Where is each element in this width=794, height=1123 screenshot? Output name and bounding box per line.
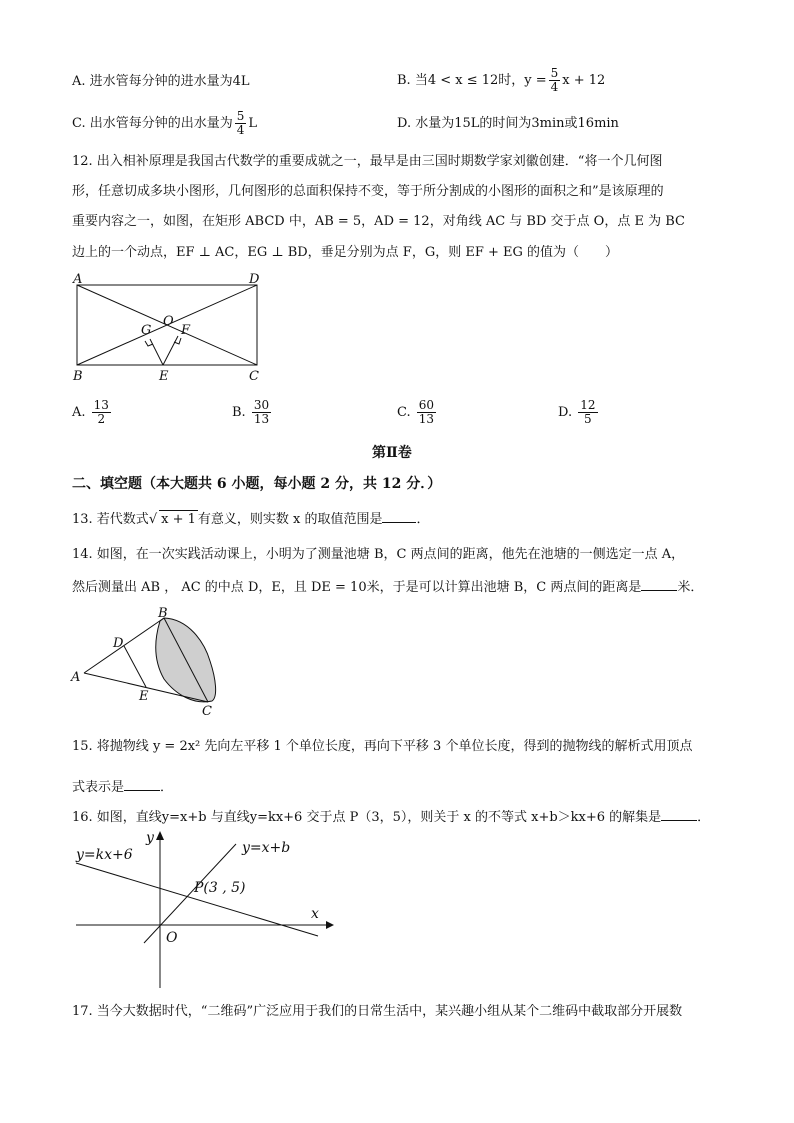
section-heading: 二、填空题（本大题共 6 小题，每小题 2 分，共 12 分．） bbox=[72, 476, 442, 492]
label-o: O bbox=[163, 314, 174, 329]
option-label: B. bbox=[232, 405, 246, 420]
q11-option-c bbox=[72, 109, 257, 139]
label-b: B bbox=[73, 369, 83, 384]
q11-option-b-text: B. 当4 < x ≤ 12时，y = bbox=[397, 73, 547, 88]
label-g: G bbox=[141, 323, 152, 338]
q12-rectangle-figure bbox=[60, 270, 280, 390]
label-origin: O bbox=[166, 930, 178, 946]
q13-line bbox=[72, 509, 430, 529]
q12-line-1: 12. 出入相补原理是我国古代数学的重要成就之一，最早是由三国时期数学家刘徽创建．“将一个几何图 bbox=[72, 154, 663, 169]
q14-answer-blank[interactable] bbox=[641, 577, 677, 591]
q14-text: 然后测量出 AB ， AC 的中点 D，E，且 DE = 10米，于是可以计算出池塘 B，C 两点间的距离是 bbox=[72, 580, 642, 595]
fraction-numerator: 5 bbox=[550, 66, 559, 80]
fraction-denominator: 13 bbox=[418, 412, 435, 426]
fraction-numerator: 5 bbox=[236, 109, 245, 123]
q13-text-2: 有意义，则实数 x 的取值范围是 bbox=[197, 512, 383, 527]
q11-option-d: D. 水量为15L的时间为3min或16min bbox=[397, 116, 619, 131]
label-line-xb: y=x+b bbox=[242, 840, 291, 856]
q12-line-4: 边上的一个动点，EF ⊥ AC，EG ⊥ BD，垂足分别为点 F，G，则 EF + EG 的值为（ ） bbox=[72, 245, 619, 260]
fraction-denominator: 4 bbox=[236, 123, 245, 137]
q16-end: ． bbox=[697, 810, 711, 825]
fraction-denominator: 5 bbox=[584, 412, 592, 426]
volume-title: 第Ⅱ卷 bbox=[372, 445, 412, 461]
y-axis-arrow bbox=[156, 831, 164, 840]
label-point-p: P(3 , 5) bbox=[194, 880, 246, 896]
q12-option-d-fraction bbox=[578, 399, 597, 426]
label-b: B bbox=[158, 606, 168, 621]
q16-text: 16. 如图，直线y=x+b 与直线y=kx+6 交于点 P（3，5），则关于 x 的不等式 x+b＞kx+6 的解集是 bbox=[72, 810, 662, 825]
label-e: E bbox=[139, 689, 149, 704]
q12-option-b-fraction bbox=[252, 399, 271, 426]
segment-eg bbox=[150, 339, 163, 365]
q15-answer-blank[interactable] bbox=[124, 777, 160, 791]
q12-option-d bbox=[558, 395, 600, 431]
fraction-denominator: 13 bbox=[253, 412, 270, 426]
option-label: A. bbox=[72, 405, 86, 420]
fraction-denominator: 2 bbox=[97, 412, 106, 426]
option-label: C. bbox=[397, 405, 411, 420]
label-c: C bbox=[249, 369, 259, 384]
q12-line-2: 形，任意切成多块小图形，几何图形的总面积保持不变，等于所分割成的小图形的面积之和”是该原理的 bbox=[72, 184, 664, 199]
label-a: A bbox=[73, 272, 83, 287]
q11-option-b bbox=[397, 66, 605, 96]
q11-option-c-tail: L bbox=[248, 116, 258, 131]
q12-option-b bbox=[232, 395, 273, 431]
label-line-kx: y=kx+6 bbox=[76, 847, 133, 863]
q15-line-1: 15. 将抛物线 y = 2x² 先向左平移 1 个单位长度，再向下平移 3 个单位长度，得到的抛物线的解析式用顶点 bbox=[72, 739, 693, 754]
q13-text: 13. 若代数式 bbox=[72, 512, 149, 527]
q12-line-3: 重要内容之一，如图，在矩形 ABCD 中，AB = 5，AD = 12，对角线 AC 与 BD 交于点 O，点 E 为 BC bbox=[72, 214, 685, 229]
label-f: F bbox=[181, 323, 191, 338]
q11-option-c-fraction bbox=[235, 110, 247, 137]
q13-answer-blank[interactable] bbox=[382, 509, 416, 523]
q16-graph-figure bbox=[66, 826, 336, 996]
q14-line-1: 14. 如图，在一次实践活动课上，小明为了测量池塘 B，C 两点间的距离，他先在池塘的一侧选定一点 A， bbox=[72, 547, 685, 562]
q14-line-2 bbox=[72, 577, 703, 597]
x-axis-arrow bbox=[326, 921, 334, 929]
q15-end: ． bbox=[160, 780, 174, 795]
q12-option-c-fraction bbox=[417, 399, 436, 426]
fraction-numerator: 13 bbox=[93, 398, 109, 412]
label-a: A bbox=[71, 670, 81, 685]
sqrt-symbol: √ bbox=[148, 512, 158, 527]
label-y: y bbox=[146, 830, 154, 846]
q16-answer-blank[interactable] bbox=[661, 807, 697, 821]
segment-de bbox=[124, 646, 146, 687]
label-d: D bbox=[113, 636, 124, 651]
option-label: D. bbox=[558, 405, 573, 420]
q14-pond-figure bbox=[66, 605, 236, 720]
label-x: x bbox=[311, 906, 319, 922]
q15-line-2 bbox=[72, 777, 173, 797]
q15-text: 式表示是 bbox=[72, 780, 125, 795]
q11-option-b-tail: x + 12 bbox=[562, 73, 606, 88]
label-d: D bbox=[249, 272, 260, 287]
q17-line-1: 17. 当今大数据时代，“二维码”广泛应用于我们的日常生活中，某兴趣小组从某个二维码中截取部分开展数 bbox=[72, 1004, 683, 1019]
q13-end: ． bbox=[416, 512, 430, 527]
q16-line bbox=[72, 807, 710, 827]
q12-option-a bbox=[72, 395, 113, 431]
sqrt-radicand: x + 1 bbox=[161, 512, 196, 527]
q14-end: 米． bbox=[677, 580, 704, 595]
q12-option-a-fraction bbox=[92, 399, 111, 426]
fraction-numerator: 60 bbox=[418, 398, 435, 412]
label-c: C bbox=[202, 704, 212, 719]
q11-option-c-text: C. 出水管每分钟的出水量为 bbox=[72, 116, 233, 131]
fraction-denominator: 4 bbox=[550, 80, 559, 94]
q11-option-b-fraction bbox=[549, 67, 561, 94]
label-e: E bbox=[159, 369, 169, 384]
segment-ab bbox=[84, 618, 164, 673]
q11-option-a: A. 进水管每分钟的进水量为4L bbox=[72, 74, 250, 89]
q12-option-c bbox=[397, 395, 438, 431]
fraction-numerator: 30 bbox=[253, 398, 270, 412]
segment-ef bbox=[163, 336, 178, 365]
fraction-numerator: 12 bbox=[580, 398, 596, 412]
